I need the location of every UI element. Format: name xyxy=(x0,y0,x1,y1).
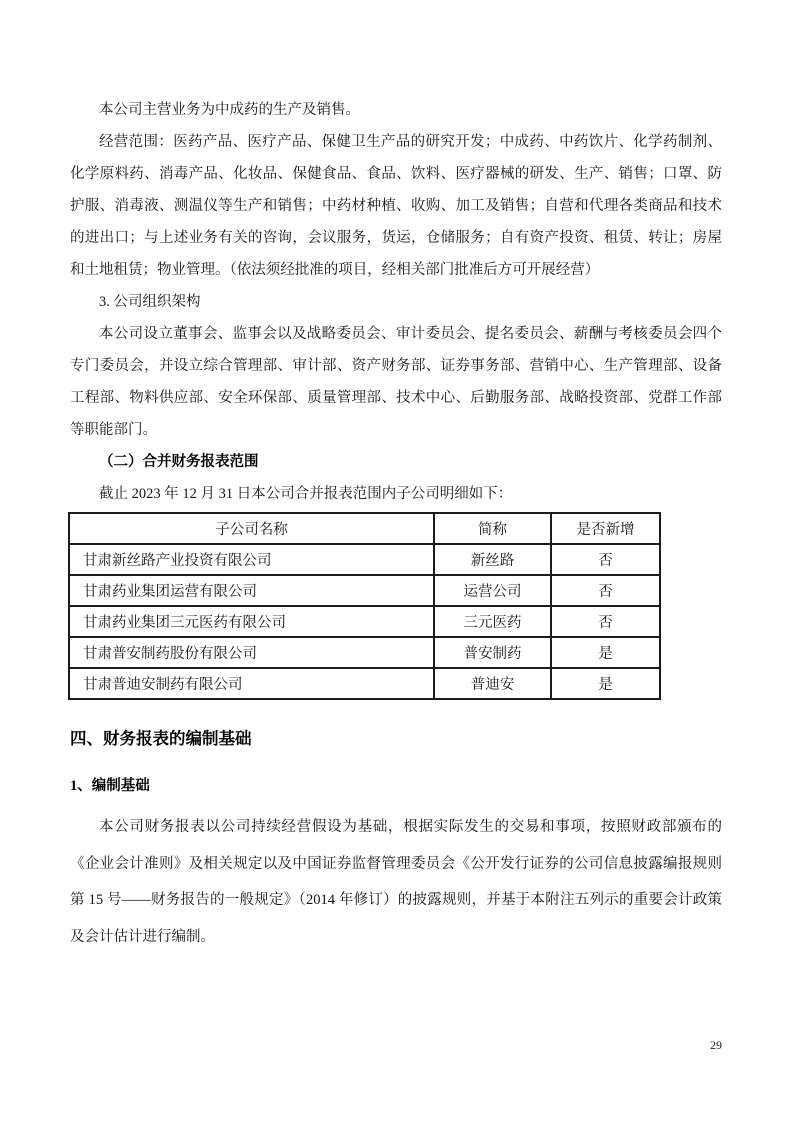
cell-subsidiary-name: 甘肃药业集团三元医药有限公司 xyxy=(69,606,434,637)
table-row xyxy=(69,668,660,699)
cell-short-name: 运营公司 xyxy=(434,575,551,606)
subsidiaries-table xyxy=(68,512,661,700)
table-row xyxy=(69,637,660,668)
heading-consolidation-scope: （二）合并财务报表范围 xyxy=(99,454,259,470)
paragraph-preparation-basis: 本公司财务报表以公司持续经营假设为基础，根据实际发生的交易和事项，按照财政部颁布的《企业会计准则》及相关规定以及中国证券监督管理委员会《公开发行证券的公司信息披露编报规则第 15 号——财务报告的一般规定》（2014 年修订）的披露规则，并基于本附注五列示的重要会计政策及会计估计进行编制。 xyxy=(70,819,722,945)
paragraph-business-scope: 经营范围：医药产品、医疗产品、保健卫生产品的研究开发；中成药、中药饮片、化学药制剂、化学原料药、消毒产品、化妆品、保健食品、食品、饮料、医疗器械的研发、生产、销售；口罩、防护服、消毒液、测温仪等生产和销售；中药材种植、收购、加工及销售；自营和代理各类商品和技术的进出口；与上述业务有关的咨询，会议服务，货运，仓储服务；自有资产投资、租赁、转让；房屋和土地租赁；物业管理。（依法须经批准的项目，经相关部门批准后方可开展经营） xyxy=(70,134,722,278)
column-header-subsidiary-name: 子公司名称 xyxy=(69,513,434,544)
page-content xyxy=(70,0,722,955)
heading-section-4: 四、财务报表的编制基础 xyxy=(70,729,252,748)
cell-short-name: 三元医药 xyxy=(434,606,551,637)
heading-org-structure: 3. 公司组织架构 xyxy=(99,294,201,310)
cell-subsidiary-name: 甘肃普安制药股份有限公司 xyxy=(69,637,434,668)
cell-is-new: 是 xyxy=(551,668,660,699)
cell-subsidiary-name: 甘肃新丝路产业投资有限公司 xyxy=(69,544,434,575)
paragraph-org-structure: 本公司设立董事会、监事会以及战略委员会、审计委员会、提名委员会、薪酬与考核委员会四个专门委员会，并设立综合管理部、审计部、资产财务部、证券事务部、营销中心、生产管理部、设备工程部、物料供应部、安全环保部、质量管理部、技术中心、后勤服务部、战略投资部、党群工作部等职能部门。 xyxy=(70,326,722,438)
cell-short-name: 普迪安 xyxy=(434,668,551,699)
cell-short-name: 新丝路 xyxy=(434,544,551,575)
table-row xyxy=(69,544,660,575)
cell-is-new: 否 xyxy=(551,544,660,575)
column-header-short-name: 简称 xyxy=(434,513,551,544)
page-number: 29 xyxy=(710,1038,722,1052)
cell-short-name: 普安制药 xyxy=(434,637,551,668)
cell-is-new: 否 xyxy=(551,575,660,606)
table-row xyxy=(69,575,660,606)
cell-is-new: 是 xyxy=(551,637,660,668)
cell-subsidiary-name: 甘肃普迪安制药有限公司 xyxy=(69,668,434,699)
paragraph-consolidation-intro: 截止 2023 年 12 月 31 日本公司合并报表范围内子公司明细如下： xyxy=(99,486,513,502)
cell-subsidiary-name: 甘肃药业集团运营有限公司 xyxy=(69,575,434,606)
table-row xyxy=(69,606,660,637)
paragraph-main-business: 本公司主营业务为中成药的生产及销售。 xyxy=(99,102,360,118)
cell-is-new: 否 xyxy=(551,606,660,637)
table-header-row xyxy=(69,513,660,544)
heading-preparation-basis: 1、编制基础 xyxy=(70,778,150,794)
column-header-is-new: 是否新增 xyxy=(551,513,660,544)
